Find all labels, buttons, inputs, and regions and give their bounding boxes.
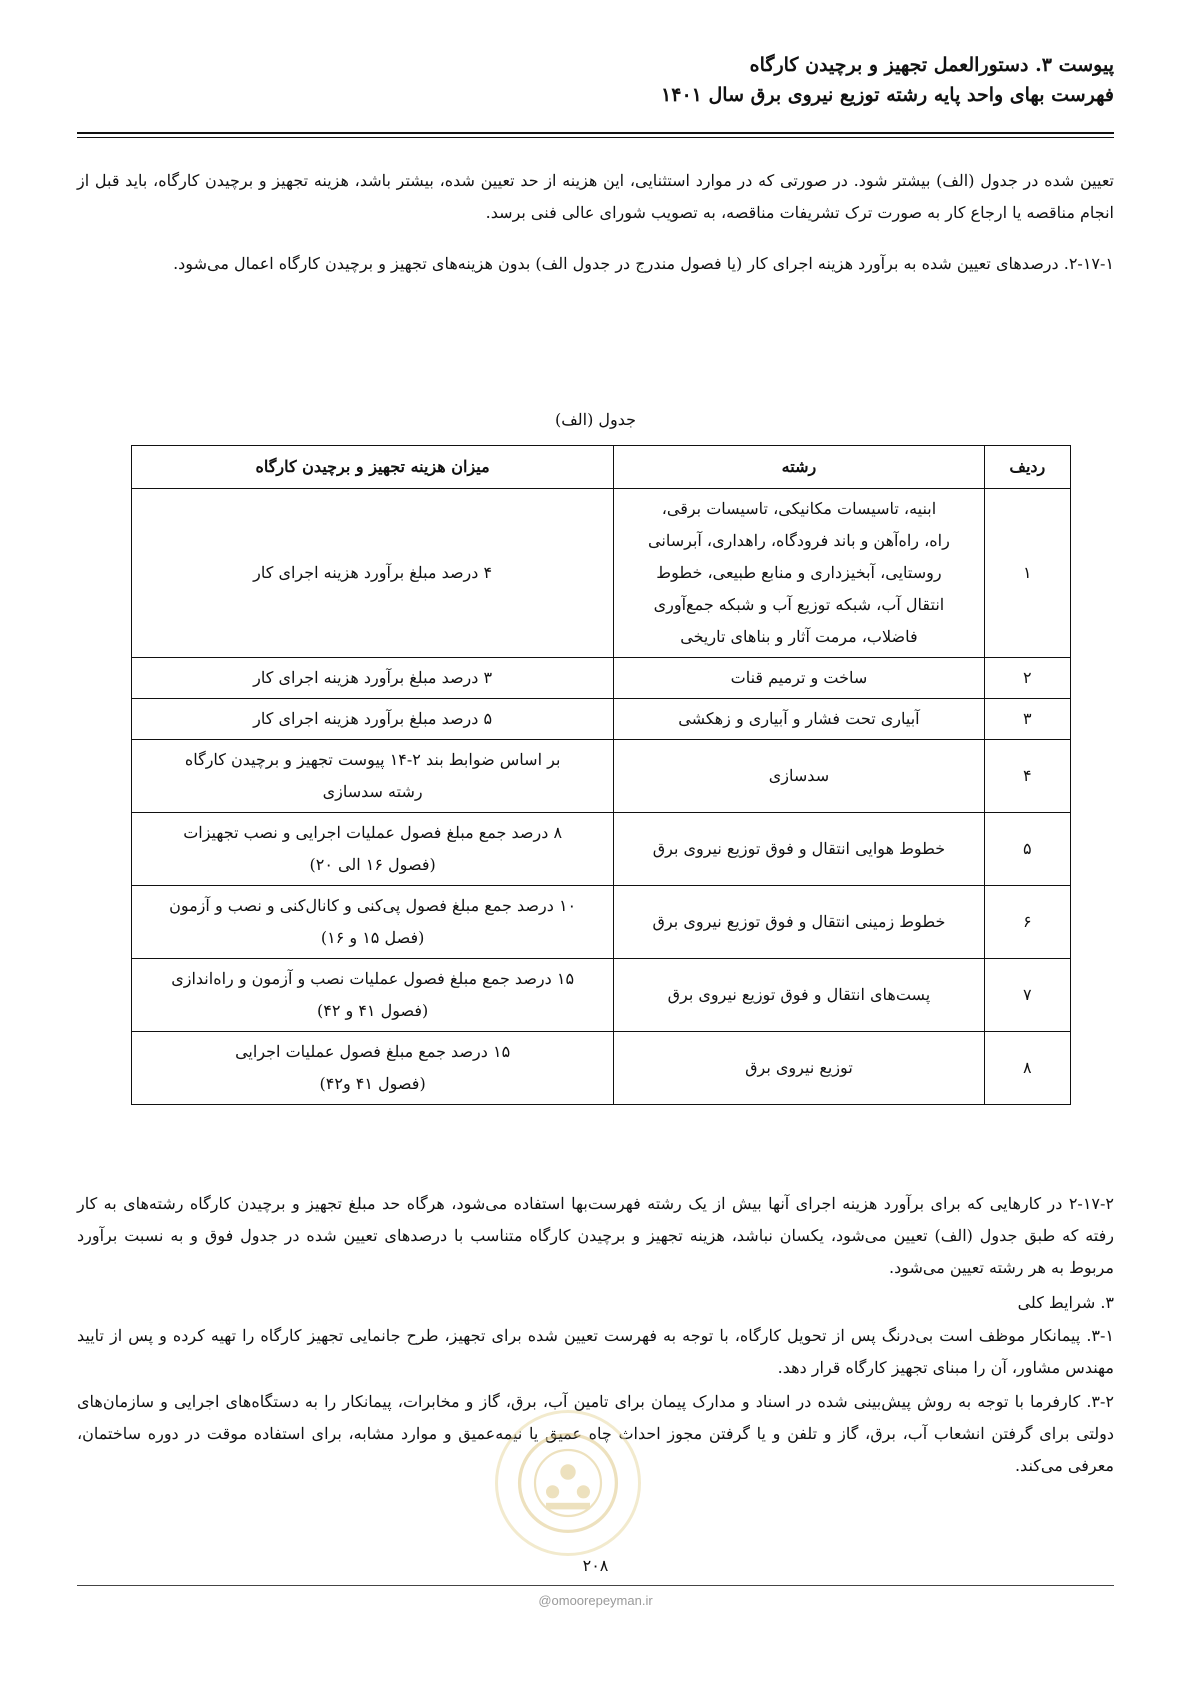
page-number: ۲۰۸ bbox=[582, 1556, 609, 1575]
table-row bbox=[132, 959, 1071, 1032]
table-row bbox=[132, 658, 1071, 699]
field-cell bbox=[614, 813, 984, 886]
paragraph-3-2: ۳-۲. کارفرما با توجه به روش پیش‌بینی شده در اسناد و مدارک پیمان برای تامین آب، برق، گاز و مخابرات، پیمانکار را به دستگاه‌های اجرایی و سازمان‌های دولتی برای گرفتن انشعاب آب، برق، گاز و تلفن و یا گرفتن مجوز احداث چاه عمیق یا نیمه‌عمیق و موارد مشابه، برای استفاده موقت در دوره ساختمان، معرفی می‌کند. bbox=[77, 1392, 1115, 1475]
table-header-row bbox=[132, 446, 1071, 489]
row-number-cell: ۱ bbox=[984, 489, 1070, 658]
table-caption: جدول (الف) bbox=[554, 410, 637, 429]
header-rule-thin bbox=[77, 137, 1114, 138]
cost-cell bbox=[132, 658, 614, 699]
cost-cell bbox=[132, 740, 614, 813]
field-line: خطوط زمینی انتقال و فوق توزیع نیروی برق bbox=[652, 912, 946, 931]
field-cell bbox=[614, 740, 984, 813]
cost-line: ۱۵ درصد جمع مبلغ فصول عملیات اجرایی bbox=[235, 1042, 511, 1061]
cost-cell bbox=[132, 1032, 614, 1105]
row-number-cell: ۳ bbox=[984, 699, 1070, 740]
cost-line: ۴ درصد مبلغ برآورد هزینه اجرای کار bbox=[253, 563, 493, 582]
field-cell bbox=[614, 1032, 984, 1105]
section-heading-general-conditions: ۳. شرایط کلی bbox=[1017, 1293, 1114, 1312]
footer-rule bbox=[77, 1585, 1114, 1586]
cost-line: ۳ درصد مبلغ برآورد هزینه اجرای کار bbox=[253, 668, 493, 687]
cost-cell bbox=[132, 489, 614, 658]
paragraph-2-17-1: ۲-۱۷-۱. درصدهای تعیین شده به برآورد هزینه اجرای کار (یا فصول مندرج در جدول الف) بدون هزینه‌های تجهیز و برچیدن کارگاه اعمال می‌شود. bbox=[173, 254, 1114, 273]
table-row bbox=[132, 740, 1071, 813]
cost-line: ۸ درصد جمع مبلغ فصول عملیات اجرایی و نصب تجهیزات bbox=[183, 823, 563, 842]
field-cell bbox=[614, 959, 984, 1032]
table-row bbox=[132, 489, 1071, 658]
cost-line: (فصول ۴۱ و۴۲) bbox=[319, 1074, 426, 1093]
row-number-cell: ۲ bbox=[984, 658, 1070, 699]
cost-table bbox=[131, 445, 1071, 1105]
table-row bbox=[132, 1032, 1071, 1105]
row-number-cell: ۸ bbox=[984, 1032, 1070, 1105]
cost-line: (فصول ۱۶ الی ۲۰) bbox=[309, 855, 436, 874]
field-line: ساخت و ترمیم قنات bbox=[730, 668, 868, 687]
table-row bbox=[132, 886, 1071, 959]
table-row bbox=[132, 699, 1071, 740]
table-row bbox=[132, 813, 1071, 886]
paragraph-3-1: ۳-۱. پیمانکار موظف است بی‌درنگ پس از تحویل کارگاه، با توجه به فهرست تعیین شده برای تجهیز، طرح جانمایی تجهیز کارگاه را تهیه کرده و پس از تایید مهندس مشاور، آن را مبنای تجهیز کارگاه قرار دهد. bbox=[77, 1326, 1114, 1377]
cost-line: بر اساس ضوابط بند ۲-۱۴ پیوست تجهیز و برچیدن کارگاه bbox=[184, 750, 561, 769]
header-rule bbox=[77, 132, 1114, 134]
field-line: راه، راه‌آهن و باند فرودگاه، راهداری، آبرسانی bbox=[648, 531, 950, 550]
field-line: پست‌های انتقال و فوق توزیع نیروی برق bbox=[667, 985, 931, 1004]
watermark-seal bbox=[495, 1410, 641, 1556]
cost-line: ۱۰ درصد جمع مبلغ فصول پی‌کنی و کانال‌کنی و نصب و آزمون bbox=[169, 896, 577, 915]
seal-logo-icon bbox=[513, 1428, 623, 1538]
field-line: خطوط هوایی انتقال و فوق توزیع نیروی برق bbox=[652, 839, 946, 858]
row-number-cell: ۴ bbox=[984, 740, 1070, 813]
field-line: فاضلاب، مرمت آثار و بناهای تاریخی bbox=[680, 627, 918, 646]
field-line: ابنیه، تاسیسات مکانیکی، تاسیسات برقی، bbox=[661, 499, 937, 518]
row-number-cell: ۷ bbox=[984, 959, 1070, 1032]
header-field: رشته bbox=[614, 446, 984, 489]
field-line: آبیاری تحت فشار و آبیاری و زهکشی bbox=[678, 709, 920, 728]
header-title: پیوست ۳. دستورالعمل تجهیز و برچیدن کارگاه bbox=[749, 54, 1114, 76]
cost-cell bbox=[132, 959, 614, 1032]
table-body bbox=[132, 489, 1071, 1105]
cost-line: (فصل ۱۵ و ۱۶) bbox=[320, 928, 425, 947]
page-header bbox=[77, 50, 1114, 110]
cost-line: (فصول ۴۱ و ۴۲) bbox=[316, 1001, 429, 1020]
row-number-cell: ۵ bbox=[984, 813, 1070, 886]
cost-line: ۱۵ درصد جمع مبلغ فصول عملیات نصب و آزمون و راه‌اندازی bbox=[171, 969, 575, 988]
field-line: انتقال آب، شبکه توزیع آب و شبکه جمع‌آوری bbox=[653, 595, 945, 614]
footer-url: @omoorepeyman.ir bbox=[538, 1593, 653, 1608]
row-number-cell: ۶ bbox=[984, 886, 1070, 959]
paragraph-intro: تعیین شده در جدول (الف) بیشتر شود. در صورتی که در موارد استثنایی، این هزینه از حد تعیین شده، بیشتر باشد، هزینه تجهیز و برچیدن کارگاه، باید قبل از انجام مناقصه یا ارجاع کار به صورت ترک تشریفات مناقصه، به تصویب شورای عالی فنی برسد. bbox=[77, 171, 1114, 222]
cost-line: ۵ درصد مبلغ برآورد هزینه اجرای کار bbox=[253, 709, 493, 728]
field-cell bbox=[614, 489, 984, 658]
field-cell bbox=[614, 699, 984, 740]
field-line: سدسازی bbox=[768, 766, 830, 785]
cost-line: رشته سدسازی bbox=[322, 782, 423, 801]
header-subtitle: فهرست بهای واحد پایه رشته توزیع نیروی برق سال ۱۴۰۱ bbox=[661, 84, 1114, 106]
cost-cell bbox=[132, 699, 614, 740]
field-cell bbox=[614, 886, 984, 959]
cost-cell bbox=[132, 813, 614, 886]
paragraph-2-17-2: ۲-۱۷-۲ در کارهایی که برای برآورد هزینه اجرای آنها بیش از یک رشته فهرست‌بها استفاده می‌شود، هرگاه حد مبلغ تجهیز و برچیدن کارگاه رشته‌های به کار رفته که طبق جدول (الف) تعیین می‌شود، یکسان نباشد، هزینه تجهیز و برچیدن کارگاه متناسب با درصدهای تعیین شده در جدول فوق و به نسبت برآورد مربوط به هر رشته تعیین می‌شود. bbox=[77, 1194, 1114, 1277]
header-cost: میزان هزینه تجهیز و برچیدن کارگاه bbox=[132, 446, 614, 489]
field-cell bbox=[614, 658, 984, 699]
header-row-number: ردیف bbox=[984, 446, 1070, 489]
field-line: روستایی، آبخیزداری و منابع طبیعی، خطوط bbox=[656, 563, 942, 582]
field-line: توزیع نیروی برق bbox=[745, 1058, 853, 1077]
cost-cell bbox=[132, 886, 614, 959]
